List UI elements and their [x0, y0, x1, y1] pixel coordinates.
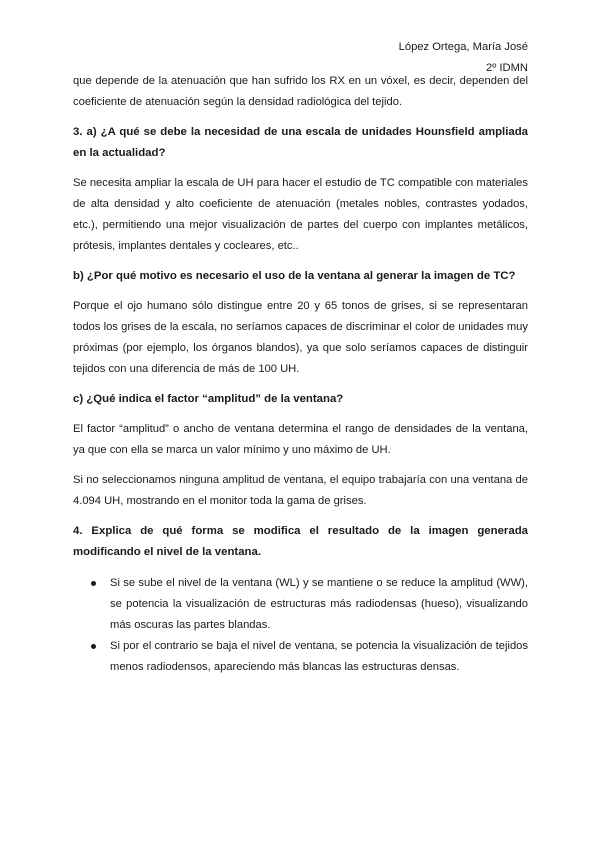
question-4-heading: 4. Explica de qué forma se modifica el resultado de la imagen generada modificando el nivel de la ventana. — [73, 525, 528, 558]
bullet-text: Si se sube el nivel de la ventana (WL) y se mantiene o se reduce la amplitud (WW), se potencia la visualización de estructuras más radiodensas (hueso), visualizando más oscuras las partes blandas. — [110, 577, 528, 631]
document-body — [73, 71, 528, 678]
answer-3b-paragraph: Porque el ojo humano sólo distingue entre 20 y 65 tonos de grises, si se representaran todos los grises de la escala, no seríamos capaces de discriminar el color de unidades muy próximas (por ejemplo, los órganos blandos), ya que solo seríamos capaces de distinguir tejidos con una diferencia de más de 100 UH. — [73, 300, 528, 375]
question-3c-heading: c) ¿Qué indica el factor “amplitud” de la ventana? — [73, 393, 344, 405]
continuation-paragraph: que depende de la atenuación que han sufrido los RX en un vóxel, es decir, dependen del coeficiente de atenuación según la densidad radiológica del tejido. — [73, 75, 528, 108]
question-3a-heading: 3. a) ¿A qué se debe la necesidad de una escala de unidades Hounsfield ampliada en la actualidad? — [73, 126, 528, 159]
course-label: 2º IDMN — [485, 62, 528, 74]
bullet-text: Si por el contrario se baja el nivel de ventana, se potencia la visualización de tejidos menos radiodensos, apareciendo más blancas las estructuras densas. — [110, 640, 528, 673]
answer-4-bullet-list — [73, 573, 528, 678]
list-item — [73, 636, 528, 678]
answer-3c-paragraph-2: Si no seleccionamos ninguna amplitud de ventana, el equipo trabajaría con una ventana de 4.094 UH, mostrando en el monitor toda la gama de grises. — [73, 474, 528, 507]
list-item — [73, 573, 528, 636]
bullet-icon — [91, 644, 96, 649]
bullet-icon — [91, 581, 96, 586]
author-name: López Ortega, María José — [398, 41, 528, 53]
question-3b-heading: b) ¿Por qué motivo es necesario el uso de la ventana al generar la imagen de TC? — [73, 270, 516, 282]
answer-3a-paragraph: Se necesita ampliar la escala de UH para hacer el estudio de TC compatible con materiales de alta densidad y alto coeficiente de atenuación (metales nobles, contrastes yodados, etc.), permitiendo una mejor visualización de partes del cuerpo con implantes metálicos, prótesis, implantes dentales y cocleares, etc.. — [73, 177, 528, 252]
answer-3c-paragraph-1: El factor “amplitud” o ancho de ventana determina el rango de densidades de la ventana, ya que con ella se marca un valor mínimo y uno máximo de UH. — [73, 423, 528, 456]
